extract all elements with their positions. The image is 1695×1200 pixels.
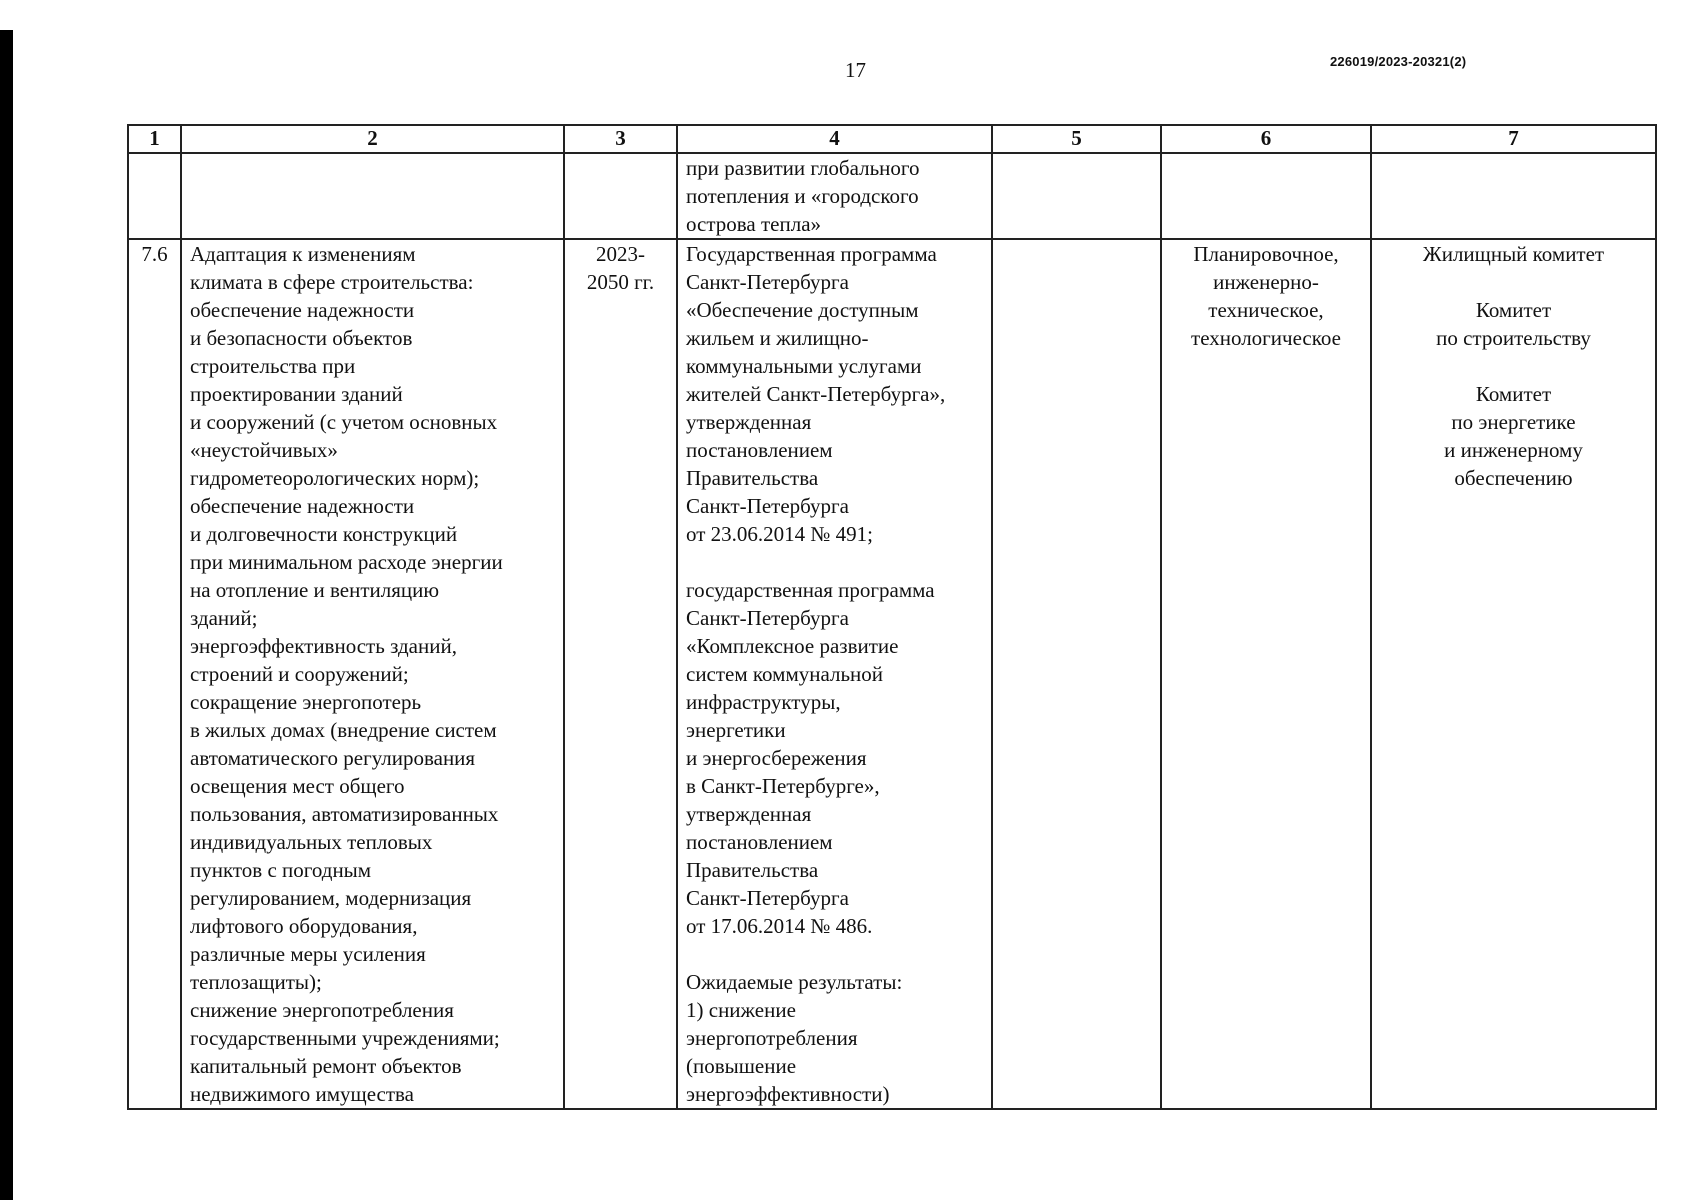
cell-period: 2023- 2050 гг. — [564, 239, 677, 1109]
cell-measure — [181, 153, 564, 239]
header-row — [128, 125, 1656, 153]
column-header-2: 2 — [181, 125, 564, 153]
measures-table — [127, 124, 1657, 1110]
table-row-7-6 — [128, 239, 1656, 1109]
column-header-7: 7 — [1371, 125, 1656, 153]
cell-measure: Адаптация к изменениям климата в сфере строительства: обеспечение надежности и безопасности объектов строительства при проектировании зданий и сооружений (с учетом основных «неустойчивых» гидрометеорологических норм); обеспечение надежности и долговечности конструкций при минимальном расходе энергии на отопление и вентиляцию зданий; энергоэффективность зданий, строений и сооружений; сокращение энергопотерь в жилых домах (внедрение систем автоматического регулирования освещения мест общего пользования, автоматизированных индивидуальных тепловых пунктов с погодным регулированием, модернизация лифтового оборудования, различные меры усиления теплозащиты); снижение энергопотребления государственными учреждениями; капитальный ремонт объектов недвижимого имущества — [181, 239, 564, 1109]
cell-type: Планировочное, инженерно- техническое, технологическое — [1161, 239, 1371, 1109]
column-header-1: 1 — [128, 125, 181, 153]
column-header-5: 5 — [992, 125, 1161, 153]
cell-number — [128, 153, 181, 239]
cell-column-5 — [992, 153, 1161, 239]
column-header-6: 6 — [1161, 125, 1371, 153]
cell-responsible: Жилищный комитет Комитет по строительству Комитет по энергетике и инженерному обеспечению — [1371, 239, 1656, 1109]
column-header-3: 3 — [564, 125, 677, 153]
cell-programs: Государственная программа Санкт-Петербурга «Обеспечение доступным жильем и жилищно- коммунальными услугами жителей Санкт-Петербурга», утвержденная постановлением Правительства Санкт-Петербурга от 23.06.2014 № 491; государственная программа Санкт-Петербурга «Комплексное развитие систем коммунальной инфраструктуры, энергетики и энергосбережения в Санкт-Петербурге», утвержденная постановлением Правительства Санкт-Петербурга от 17.06.2014 № 486. Ожидаемые результаты: 1) снижение энергопотребления (повышение энергоэффективности) — [677, 239, 992, 1109]
page-number: 17 — [845, 58, 866, 82]
document-id: 226019/2023-20321(2) — [1330, 54, 1467, 69]
table-row-continuation — [128, 153, 1656, 239]
column-header-4: 4 — [677, 125, 992, 153]
cell-column-5 — [992, 239, 1161, 1109]
cell-type — [1161, 153, 1371, 239]
cell-responsible — [1371, 153, 1656, 239]
cell-number: 7.6 — [128, 239, 181, 1109]
cell-programs: при развитии глобального потепления и «городского острова тепла» — [677, 153, 992, 239]
cell-period — [564, 153, 677, 239]
scan-edge-artifact — [0, 30, 13, 1200]
